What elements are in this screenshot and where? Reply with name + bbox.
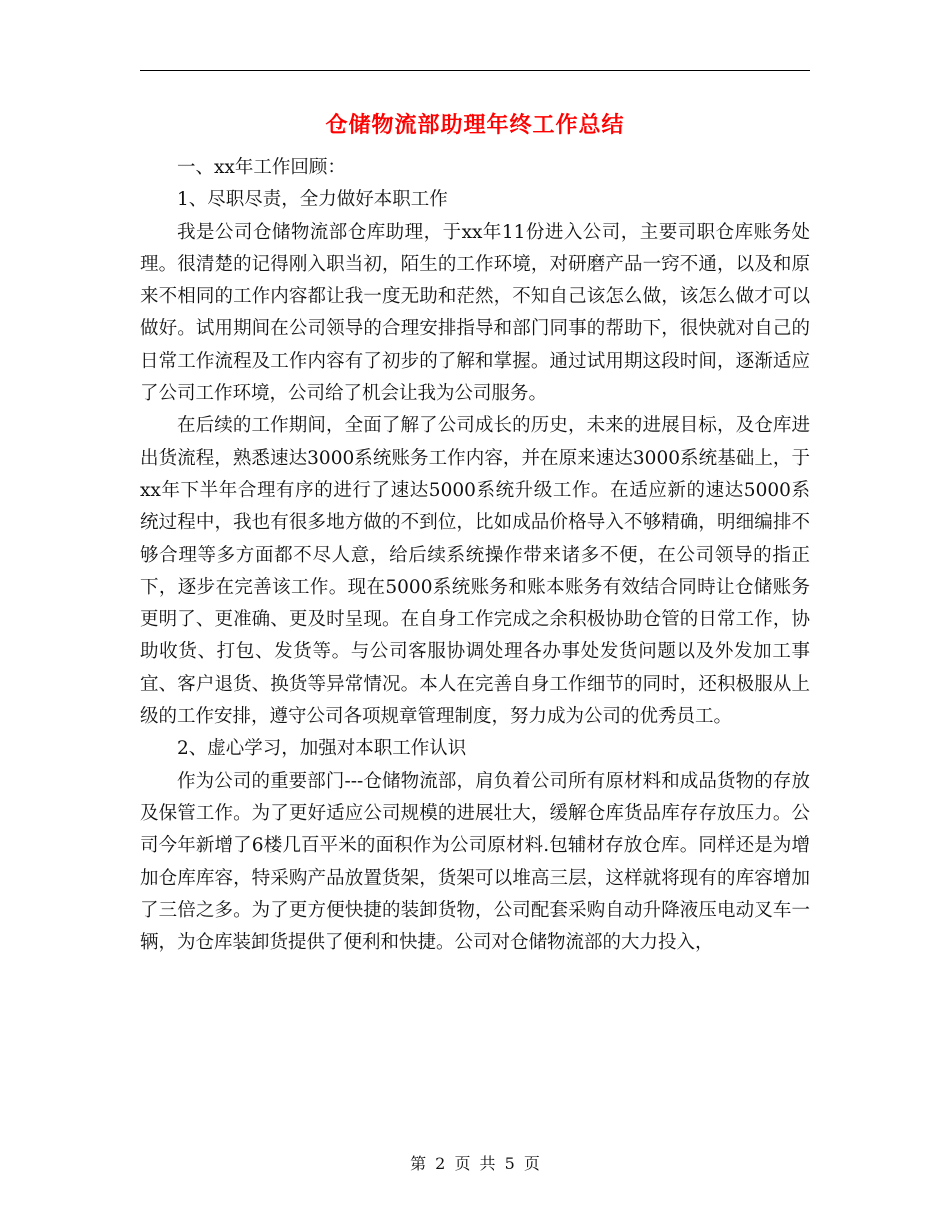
subsection-heading: 1、尽职尽责，全力做好本职工作 xyxy=(177,189,448,211)
body-paragraph: 在后续的工作期间，全面了解了公司成长的历史，未来的进展目标，及仓库进出货流程，熟悉速达3000系统账务工作内容，并在原来速达3000系统基础上，于xx年下半年合理有序的进行了速达5000系统升级工作。在适应新的速达5000系统过程中，我也有很多地方做的不到位，比如成品价格导入不够精确，明细编排不够合理等多方面都不尽人意，给后续系统操作带来诸多不便，在公司领导的指正下，逐步在完善该工作。现在5000系统账务和账本账务有效结合同時让仓储账务更明了、更准确、更及时呈现。在自身工作完成之余积极协助仓管的日常工作，协助收货、打包、发货等。与公司客服协调处理各办事处发货问题以及外发加工事宜、客户退货、换货等异常情况。本人在完善自身工作细节的同时，还积极服从上级的工作安排，遵守公司各项规章管理制度，努力成为公司的优秀员工。 xyxy=(140,415,810,728)
body-paragraph: 我是公司仓储物流部仓库助理，于xx年11份进入公司，主要司职仓库账务处理。很清楚的记得刚入职当初，陌生的工作环境，对研磨产品一窍不通，以及和原来不相同的工作内容都让我一度无助和茫然，不知自己该怎么做，该怎么做才可以做好。试用期间在公司领导的合理安排指导和部门同事的帮助下，很快就对自己的日常工作流程及工作内容有了初步的了解和掌握。通过试用期这段时间，逐渐适应了公司工作环境，公司给了机会让我为公司服务。 xyxy=(140,221,810,405)
header-rule xyxy=(140,70,810,71)
document-body xyxy=(140,152,810,959)
body-paragraph: 作为公司的重要部门---仓储物流部，肩负着公司所有原材料和成品货物的存放及保管工作。为了更好适应公司规模的进展壮大，缓解仓库货品库存存放压力。公司今年新增了6楼几百平米的面积作为公司原材料.包辅材存放仓库。同样还是为增加仓库库容，特采购产品放置货架，货架可以堆高三层，这样就将现有的库容增加了三倍之多。为了更方便快捷的装卸货物，公司配套采购自动升降液压电动叉车一辆，为仓库装卸货提供了便利和快捷。公司对仓储物流部的大力投入， xyxy=(140,770,810,954)
document-title: 仓储物流部助理年终工作总结 xyxy=(325,112,625,138)
section-heading: 一、xx年工作回顾： xyxy=(177,157,346,178)
subsection-heading: 2、虚心学习，加强对本职工作认识 xyxy=(177,738,467,760)
page-footer: 第 2 页 共 5 页 xyxy=(410,1154,540,1173)
